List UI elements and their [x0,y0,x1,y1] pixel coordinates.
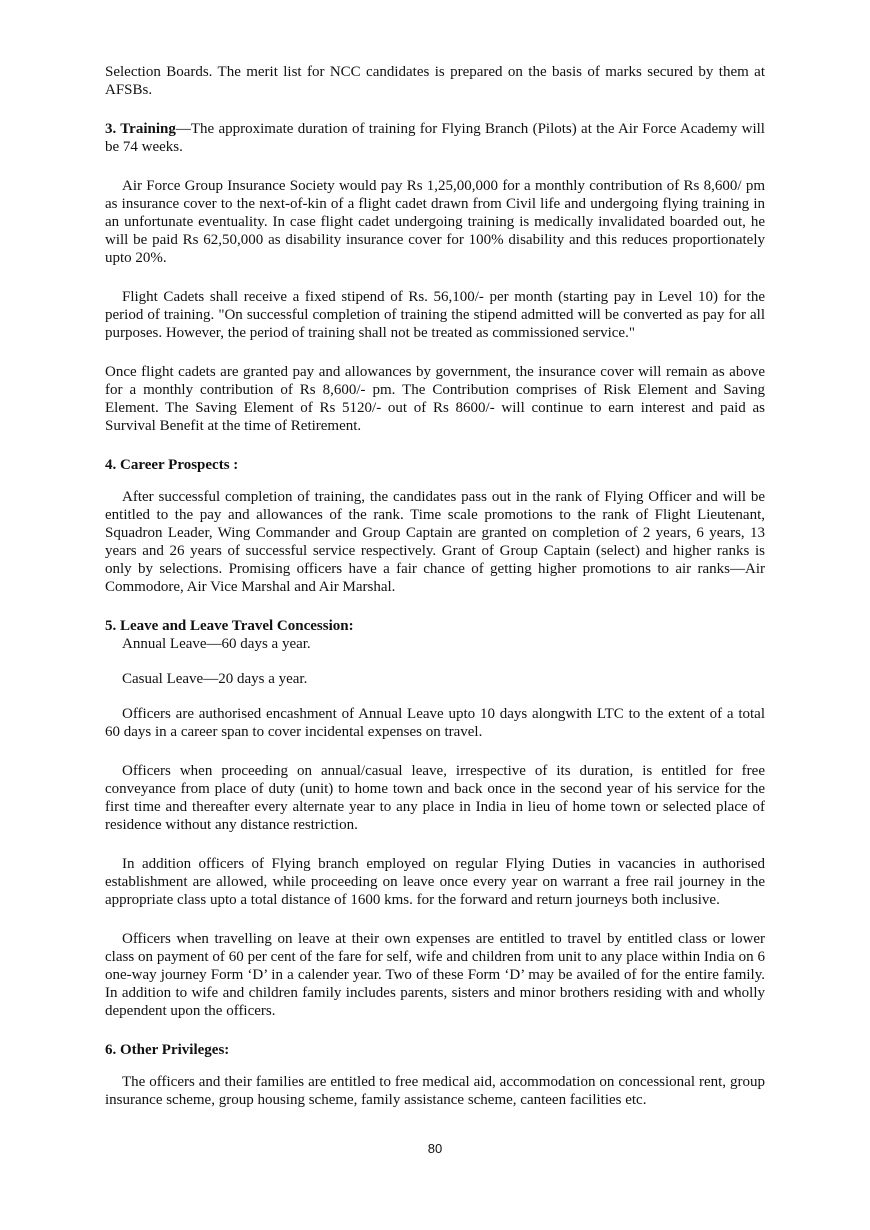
privileges-heading: 6. Other Privileges: [105,1042,230,1058]
career-heading: 4. Career Prospects : [105,457,239,473]
insurance-paragraph: Air Force Group Insurance Society would pay Rs 1,25,00,000 for a monthly contribution of Rs 8,600/ pm as insurance cover to the next-of-kin of a flight cadet drawn from Civil life and undergoing flying training in an unfortunate eventuality. In case flight cadet undergoing training is medically invalidated boarded out, he will be paid Rs 62,50,000 as disability insurance cover for 100% disability and this reduces proportionately upto 20%. [105,178,765,266]
rail-journey-paragraph: In addition officers of Flying branch employed on regular Flying Duties in vacancies in authorised establishment are allowed, while proceeding on leave once every year on warrant a free rail journey in the appropriate class upto a total distance of 1600 kms. for the forward and return journeys both inclusive. [105,856,765,908]
page-number: 80 [427,1141,443,1156]
casual-leave-line: Casual Leave—20 days a year. [122,671,308,687]
training-paragraph [105,120,765,156]
leave-heading: 5. Leave and Leave Travel Concession: [105,618,354,634]
privileges-paragraph: The officers and their families are entitled to free medical aid, accommodation on concessional rent, group insurance scheme, group housing scheme, family assistance scheme, canteen facilities etc. [105,1074,765,1108]
page-content [105,63,765,1109]
training-body: —The approximate duration of training for Flying Branch (Pilots) at the Air Force Academy will be 74 weeks. [105,121,765,155]
conveyance-paragraph: Officers when proceeding on annual/casual leave, irrespective of its duration, is entitled for free conveyance from place of duty (unit) to home town and back once in the second year of his service for the first time and thereafter every alternate year to any place in India in lieu of home town or selected place of residence without any distance restriction. [105,763,765,833]
selection-paragraph: Selection Boards. The merit list for NCC candidates is prepared on the basis of marks secured by them at AFSBs. [105,64,765,98]
training-heading: 3. Training [105,121,176,137]
pay-allowances-paragraph: Once flight cadets are granted pay and allowances by government, the insurance cover will remain as above for a monthly contribution of Rs 8,600/- pm. The Contribution comprises of Risk Element and Saving Element. The Saving Element of Rs 5120/- out of Rs 8600/- will continue to earn interest and paid as Survival Benefit at the time of Retirement. [105,364,765,434]
own-expense-paragraph: Officers when travelling on leave at their own expenses are entitled to travel by entitled class or lower class on payment of 60 per cent of the fare for self, wife and children from unit to any place within India on 6 one-way journey Form ‘D’ in a calender year. Two of these Form ‘D’ may be availed of for the entire family. In addition to wife and children family includes parents, sisters and minor brothers residing with and wholly dependent upon the officers. [105,931,765,1019]
encashment-paragraph: Officers are authorised encashment of Annual Leave upto 10 days alongwith LTC to the extent of a total 60 days in a career span to cover incidental expenses on travel. [105,706,765,740]
annual-leave-line: Annual Leave—60 days a year. [122,636,311,652]
stipend-paragraph: Flight Cadets shall receive a fixed stipend of Rs. 56,100/- per month (starting pay in Level 10) for the period of training. "On successful completion of training the stipend admitted will be converted as pay for all purposes. However, the period of training shall not be treated as commissioned service." [105,289,765,341]
career-paragraph: After successful completion of training, the candidates pass out in the rank of Flying Officer and will be entitled to the pay and allowances of the rank. Time scale promotions to the rank of Flight Lieutenant, Squadron Leader, Wing Commander and Group Captain are granted on completion of 2 years, 6 years, 13 years and 26 years of successful service respectively. Grant of Group Captain (select) and higher ranks is only by selections. Promising officers have a fair chance of getting higher promotions to air ranks—Air Commodore, Air Vice Marshal and Air Marshal. [105,489,765,595]
